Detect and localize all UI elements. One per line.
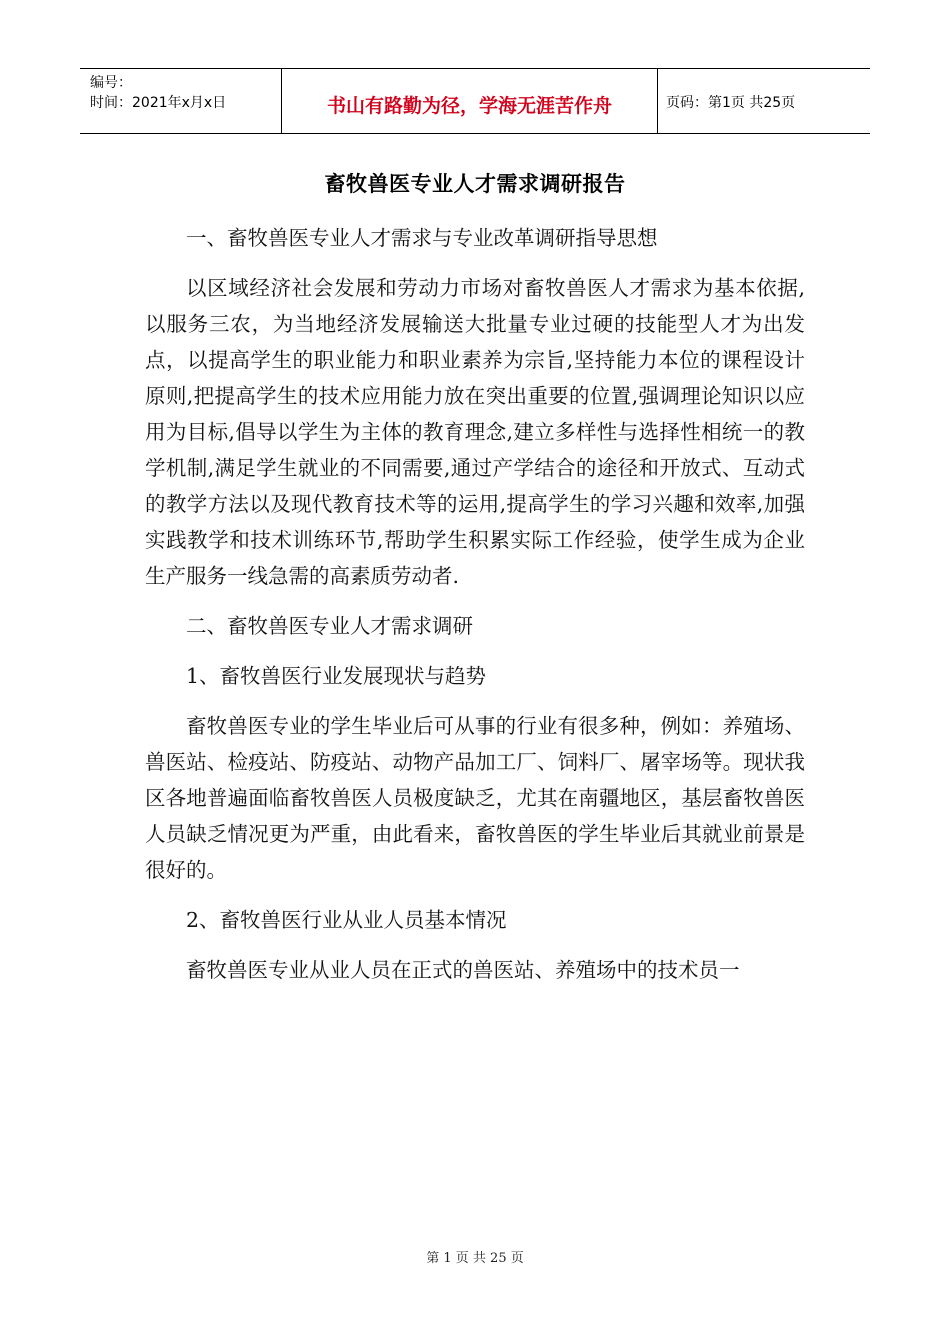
- paragraph-guiding-thought: 以区域经济社会发展和劳动力市场对畜牧兽医人才需求为基本依据,以服务三农，为当地经济发展输送大批量专业过硬的技能型人才为出发点，以提高学生的职业能力和职业素养为宗旨,坚持能力本位的课程设计原则,把提高学生的技术应用能力放在突出重要的位置,强调理论知识以应用为目标,倡导以学生为主体的教育理念,建立多样性与选择性相统一的教学机制,满足学生就业的不同需要,通过产学结合的途径和开放式、互动式的教学方法以及现代教育技术等的运用,提高学生的学习兴趣和效率,加强实践教学和技术训练环节,帮助学生积累实际工作经验，使学生成为企业生产服务一线急需的高素质劳动者.: [145, 276, 805, 588]
- document-body: [145, 220, 805, 1002]
- number-label: 编号：: [90, 75, 132, 91]
- page-footer: 第 1 页 共 25 页: [426, 1251, 524, 1266]
- document-header: [80, 68, 870, 134]
- paragraph-industry-status: 畜牧兽医专业的学生毕业后可从事的行业有很多种，例如：养殖场、兽医站、检疫站、防疫站、动物产品加工厂、饲料厂、屠宰场等。现状我区各地普遍面临畜牧兽医人员极度缺乏，尤其在南疆地区，基层畜牧兽医人员缺乏情况更为严重，由此看来，畜牧兽医的学生毕业后其就业前景是很好的。: [145, 714, 805, 882]
- paragraph-practitioners: 畜牧兽医专业从业人员在正式的兽医站、养殖场中的技术员一: [186, 958, 740, 982]
- subsection-heading-2: 2、畜牧兽医行业从业人员基本情况: [186, 908, 507, 932]
- time-label: 时间：2021年x月x日: [90, 95, 227, 111]
- document-title: 畜牧兽医专业人才需求调研报告: [324, 172, 626, 196]
- header-page-info: 页码：第1页 共25页: [666, 95, 796, 111]
- subsection-heading-1: 1、畜牧兽医行业发展现状与趋势: [186, 664, 487, 688]
- section-heading-2: 二、畜牧兽医专业人才需求调研: [186, 614, 473, 638]
- section-heading-1: 一、畜牧兽医专业人才需求与专业改革调研指导思想: [186, 226, 658, 250]
- header-meta: [80, 69, 282, 133]
- header-motto: 书山有路勤为径，学海无涯苦作舟: [282, 69, 658, 133]
